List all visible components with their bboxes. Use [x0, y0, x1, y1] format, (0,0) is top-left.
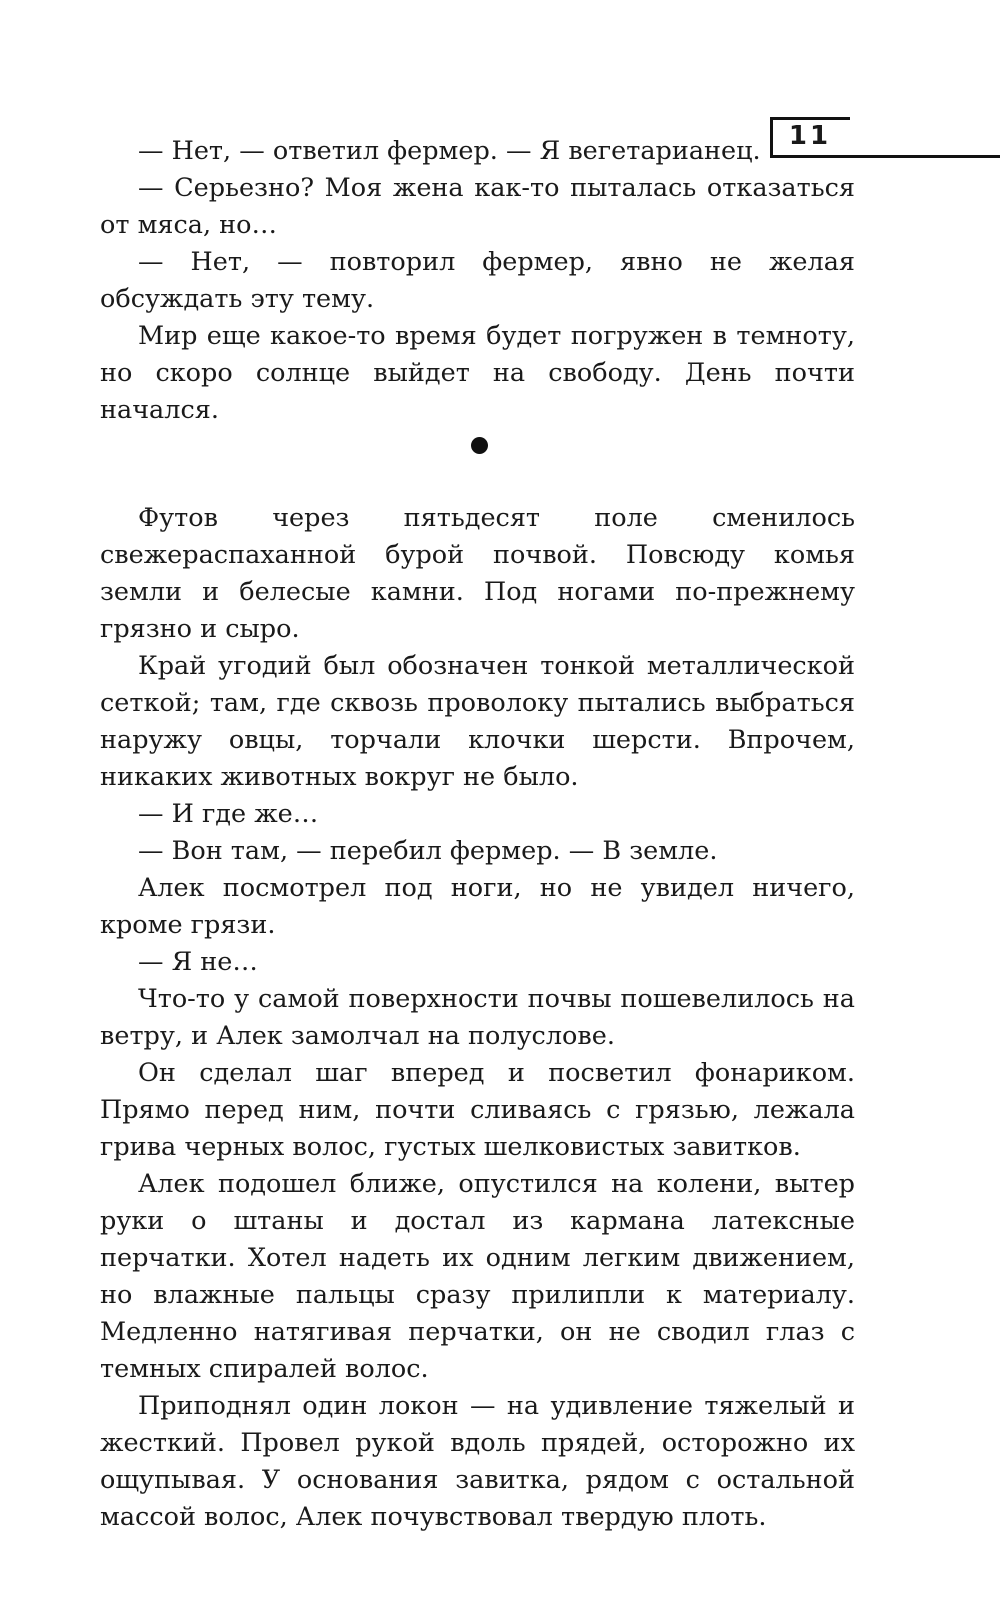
paragraph: Алек посмотрел под ноги, но не увидел ничего, кроме грязи. — [100, 873, 855, 940]
paragraph: Он сделал шаг вперед и посветил фонариком. Прямо перед ним, почти сливаясь с грязью, лежала грива черных волос, густых шелковистых завитков. — [100, 1058, 855, 1162]
paragraph: — Вон там, — перебил фермер. — В земле. — [138, 836, 718, 866]
paragraph: — Я не… — [138, 947, 258, 977]
paragraph: — Серьезно? Моя жена как-то пыталась отказаться от мяса, но… — [100, 173, 855, 240]
text-section-main — [100, 500, 855, 1536]
paragraph: — Нет, — ответил фермер. — Я вегетарианец. — [138, 136, 761, 166]
paragraph: Что-то у самой поверхности почвы пошевелилось на ветру, и Алек замолчал на полуслове. — [100, 984, 855, 1051]
paragraph: Край угодий был обозначен тонкой металлической сеткой; там, где сквозь проволоку пытались выбраться наружу овцы, торчали клочки шерсти. Впрочем, никаких животных вокруг не было. — [100, 651, 855, 792]
page-number: 11 — [788, 121, 832, 151]
bullet-separator-icon — [471, 437, 488, 454]
text-section-top — [100, 133, 855, 429]
paragraph: — И где же… — [138, 799, 319, 829]
paragraph: Мир еще какое-то время будет погружен в темноту, но скоро солнце выйдет на свободу. День почти начался. — [100, 321, 855, 425]
paragraph: Футов через пятьдесят поле сменилось свежераспаханной бурой почвой. Повсюду комья земли и белесые камни. Под ногами по-прежнему грязно и сыро. — [100, 503, 855, 644]
paragraph: Приподнял один локон — на удивление тяжелый и жесткий. Провел рукой вдоль прядей, осторожно их ощупывая. У основания завитка, рядом с остальной массой волос, Алек почувствовал твердую плоть. — [100, 1391, 855, 1532]
paragraph: Алек подошел ближе, опустился на колени, вытер руки о штаны и достал из кармана латексные перчатки. Хотел надеть их одним легким движением, но влажные пальцы сразу прилипли к материалу. Медленно натягивая перчатки, он не сводил глаз с темных спиралей волос. — [100, 1169, 855, 1384]
paragraph: — Нет, — повторил фермер, явно не желая обсуждать эту тему. — [100, 247, 855, 314]
